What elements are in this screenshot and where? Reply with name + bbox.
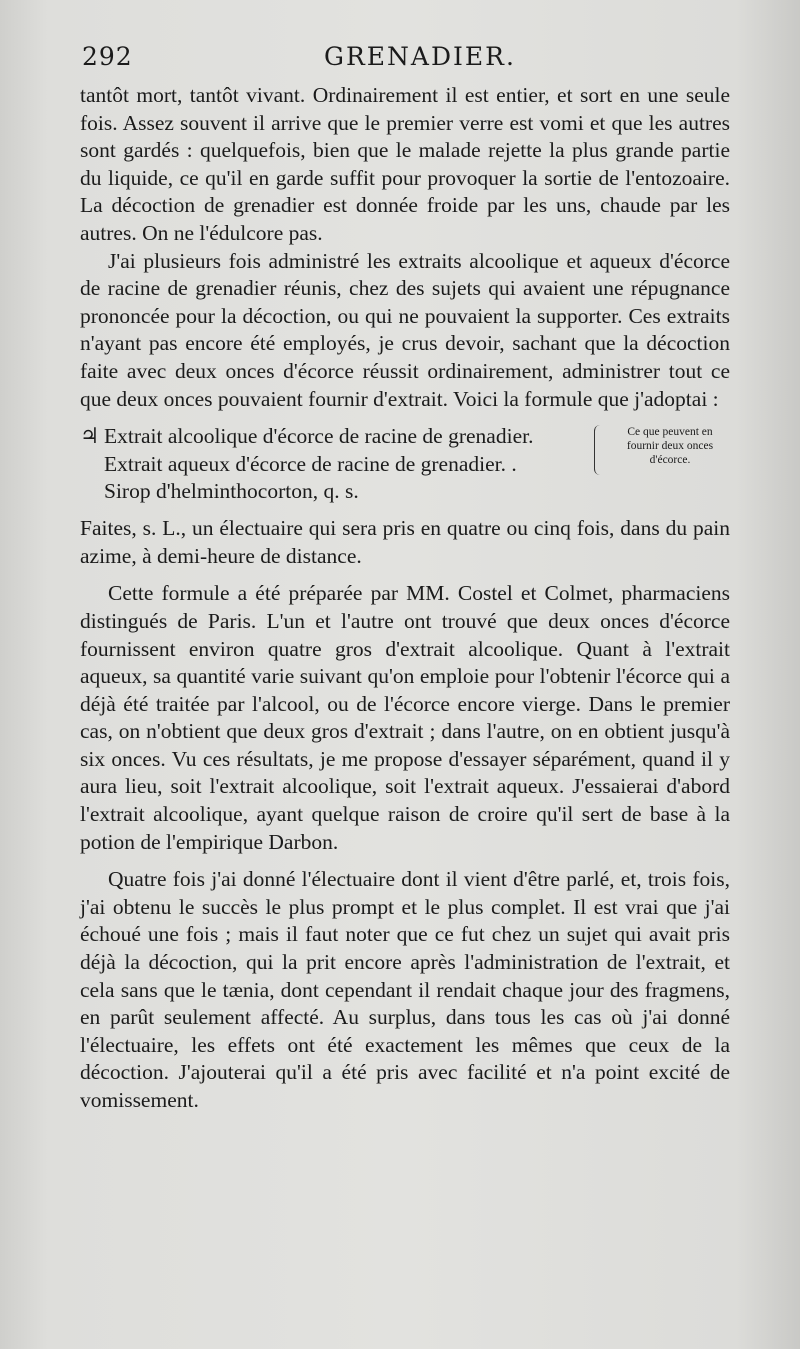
page-header: [82, 42, 730, 74]
paragraph: tantôt mort, tantôt vivant. Ordinairement il est entier, et sort en une seule fois. Assez souvent il arrive que le premier verre est vomi et que les autres sont gardés : quelquefois, bien que le malade rejette la plus grande partie du liquide, ce qu'il en garde suffit pour provoquer la sortie de l'entozoaire. La décoction de grenadier est donnée froide par les uns, chaude par les autres. On ne l'édulcore pas.: [80, 83, 730, 245]
body-text: [80, 82, 730, 1115]
formula-brace: [594, 425, 603, 475]
recipe-symbol: ♃: [80, 424, 100, 449]
paragraph: J'ai plusieurs fois administré les extraits alcoolique et aqueux d'écorce de racine de grenadier réunis, chez des sujets qui avaient une répugnance prononcée pour la décoction, ou qui ne pouvaient la supporter. Ces extraits n'ayant pas encore été employés, je crus devoir, sachant que la décoction faite avec deux onces d'écorce réussit ordinairement, administrer tout ce que deux onces pouvaient fournir d'extrait. Voici la formule que j'adoptai :: [80, 248, 730, 411]
formula-line: [80, 423, 600, 451]
formula-line: [80, 478, 600, 506]
paragraph: Cette formule a été préparée par MM. Costel et Colmet, pharmaciens distingués de Paris. L'un et l'autre ont trouvé que deux onces d'écorce fournissent environ quatre gros d'extrait alcoolique. Quant à l'extrait aqueux, sa quantité varie suivant qu'on emploie pour l'obtenir l'écorce qui a déjà été traitée par l'alcool, ou de l'écorce encore vierge. Dans le premier cas, on n'obtient que deux gros d'extrait ; dans l'autre, on en obtient jusqu'à six onces. Vu ces résultats, je me propose d'essayer séparément, quand il y aura lieu, soit l'extrait alcoolique, soit l'extrait aqueux. J'essaierai d'abord l'extrait alcoolique, ayant quelque raison de croire qu'il sert de base à la potion de l'empirique Darbon.: [80, 581, 730, 854]
paragraph: Faites, s. L., un électuaire qui sera pris en quatre ou cinq fois, dans du pain azime, à demi-heure de distance.: [80, 516, 730, 568]
running-head: GRENADIER.: [324, 42, 516, 71]
formula-block: [80, 423, 730, 507]
page-number: 292: [82, 42, 133, 71]
formula-line: [80, 451, 600, 479]
formula-note: Ce que peuvent en fournir deux onces d'écorce.: [626, 426, 714, 467]
formula-line-text: Extrait aqueux d'écorce de racine de grenadier. .: [104, 451, 517, 476]
formula-line-text: Sirop d'helminthocorton, q. s.: [104, 479, 359, 504]
formula-lines: [80, 423, 600, 506]
formula-line-text: Extrait alcoolique d'écorce de racine de grenadier.: [104, 424, 534, 449]
paragraph: Quatre fois j'ai donné l'électuaire dont il vient d'être parlé, et, trois fois, j'ai obtenu le succès le plus prompt et le plus complet. Il est vrai que j'ai échoué une fois ; mais il faut noter que ce fut chez un sujet qui avait pris déjà la décoction, qui la prit encore après l'administration de l'extrait, et cela sans que le tænia, dont cependant il rendait chaque jour des fragmens, en parût seulement affecté. Au surplus, dans tous les cas où j'ai donné l'électuaire, les effets ont été exactement les mêmes que ceux de la décoction. J'ajouterai qu'il a été pris avec facilité et n'a point excité de vomissement.: [80, 867, 730, 1112]
